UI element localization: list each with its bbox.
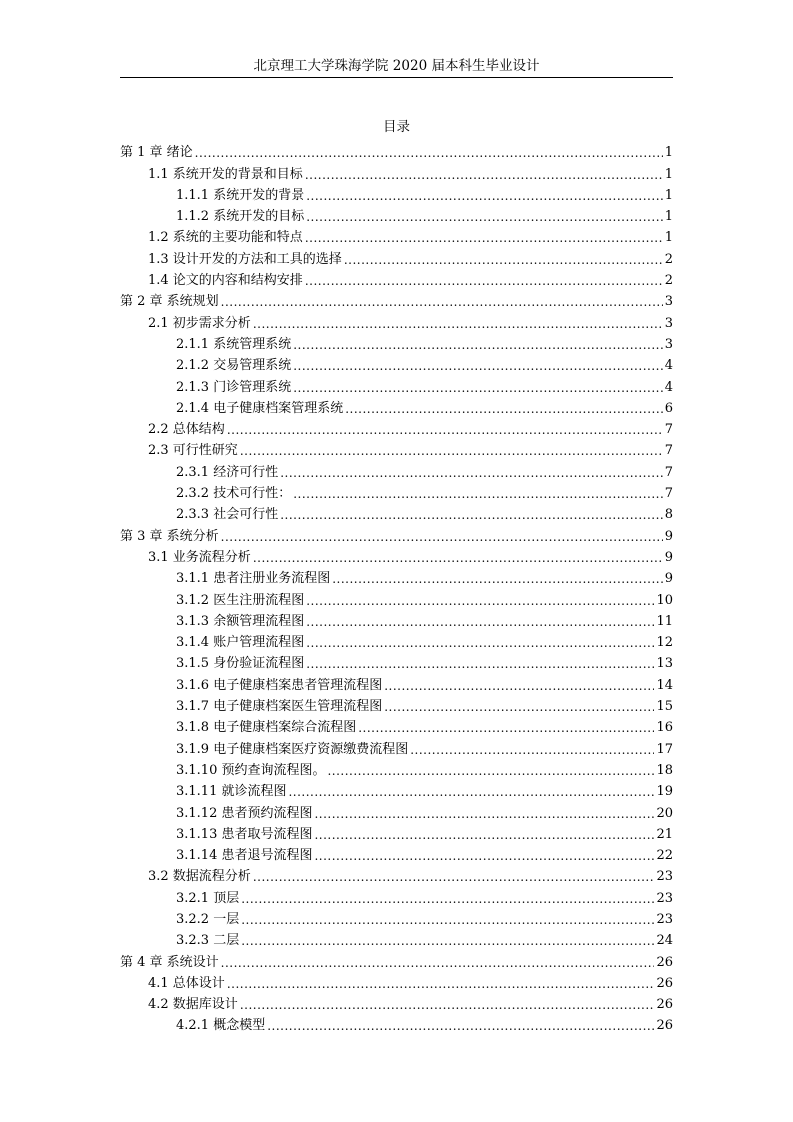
- toc-entry-label: 3.1.12 患者预约流程图: [176, 805, 313, 821]
- toc-entry[interactable]: [120, 864, 673, 885]
- toc-entry-label: 3.1.11 就诊流程图: [176, 784, 287, 800]
- toc-dot-leader: [410, 742, 654, 758]
- toc-dot-leader: [306, 209, 663, 225]
- toc-entry-label: 3.2.2 一层: [176, 911, 240, 927]
- toc-entry[interactable]: [120, 268, 673, 289]
- toc-entry-page-number: 15: [656, 699, 673, 715]
- toc-entry-label: 3.1.6 电子健康档案患者管理流程图: [176, 677, 383, 693]
- toc-entry-page-number: 26: [656, 954, 673, 970]
- toc-title: 目录: [383, 119, 410, 135]
- header-divider: [120, 77, 673, 78]
- toc-entry[interactable]: [120, 587, 673, 608]
- toc-entry-label: 3.2.1 顶层: [176, 890, 240, 906]
- toc-entry-label: 3.1.4 账户管理流程图: [176, 635, 305, 651]
- toc-dot-leader: [314, 827, 654, 843]
- toc-entry-label: 3.1.7 电子健康档案医生管理流程图: [176, 699, 383, 715]
- toc-entry-label: 第 2 章 系统规划: [120, 294, 219, 310]
- toc-entry-label: 2.3.1 经济可行性: [176, 464, 279, 480]
- toc-entry-page-number: 1: [664, 230, 673, 246]
- toc-dot-leader: [280, 465, 663, 481]
- toc-dot-leader: [305, 273, 663, 289]
- toc-entry-label: 3.1.13 患者取号流程图: [176, 826, 313, 842]
- toc-entry[interactable]: [120, 353, 673, 374]
- toc-entry[interactable]: [120, 396, 673, 417]
- toc-entry[interactable]: [120, 566, 673, 587]
- toc-entry-label: 1.3 设计开发的方法和工具的选择: [148, 251, 342, 267]
- toc-entry-page-number: 1: [664, 145, 673, 161]
- table-of-contents: [120, 140, 673, 1034]
- toc-entry-label: 3.2 数据流程分析: [148, 869, 251, 885]
- toc-entry[interactable]: [120, 609, 673, 630]
- toc-entry-label: 2.3.3 社会可行性: [176, 507, 279, 523]
- toc-entry-page-number: 1: [664, 187, 673, 203]
- toc-entry-label: 第 1 章 绪论: [120, 145, 193, 161]
- toc-entry-label: 3.2.3 二层: [176, 933, 240, 949]
- toc-entry-page-number: 18: [656, 762, 673, 778]
- toc-entry-page-number: 16: [656, 720, 673, 736]
- toc-entry-label: 4.2.1 概念模型: [176, 1018, 266, 1034]
- toc-entry[interactable]: [120, 502, 673, 523]
- toc-dot-leader: [306, 188, 663, 204]
- toc-entry-label: 3.1 业务流程分析: [148, 549, 251, 565]
- toc-entry-label: 2.1.1 系统管理系统: [176, 336, 292, 352]
- toc-dot-leader: [384, 678, 654, 694]
- toc-entry-page-number: 17: [656, 741, 673, 757]
- toc-entry-page-number: 6: [664, 400, 673, 416]
- toc-dot-leader: [280, 507, 663, 523]
- toc-entry[interactable]: [120, 310, 673, 331]
- toc-entry-label: 3.1.14 患者退号流程图: [176, 848, 313, 864]
- toc-entry[interactable]: [120, 651, 673, 672]
- toc-entry[interactable]: [120, 758, 673, 779]
- toc-dot-leader: [293, 486, 663, 502]
- toc-dot-leader: [240, 443, 663, 459]
- toc-entry-page-number: 4: [664, 358, 673, 374]
- toc-dot-leader: [288, 784, 654, 800]
- toc-entry-page-number: 8: [664, 507, 673, 523]
- toc-dot-leader: [195, 145, 663, 161]
- toc-dot-leader: [332, 571, 663, 587]
- toc-entry-page-number: 9: [664, 549, 673, 565]
- toc-entry-page-number: 7: [664, 464, 673, 480]
- toc-entry[interactable]: [120, 800, 673, 821]
- toc-dot-leader: [241, 933, 654, 949]
- toc-dot-leader: [227, 422, 663, 438]
- toc-dot-leader: [241, 912, 654, 928]
- toc-entry[interactable]: [120, 1013, 673, 1034]
- toc-entry[interactable]: [120, 140, 673, 161]
- toc-entry-page-number: 1: [664, 209, 673, 225]
- toc-entry[interactable]: [120, 843, 673, 864]
- toc-entry-label: 3.1.1 患者注册业务流程图: [176, 571, 331, 587]
- toc-entry-label: 4.2 数据库设计: [148, 997, 238, 1013]
- toc-entry-label: 2.1.3 门诊管理系统: [176, 379, 292, 395]
- toc-entry-label: 第 4 章 系统设计: [120, 954, 219, 970]
- toc-dot-leader: [267, 1018, 654, 1034]
- toc-entry[interactable]: [120, 779, 673, 800]
- toc-entry-page-number: 19: [656, 784, 673, 800]
- toc-entry-page-number: 23: [656, 869, 673, 885]
- toc-dot-leader: [345, 401, 663, 417]
- toc-entry-page-number: 3: [664, 336, 673, 352]
- toc-entry-label: 2.1 初步需求分析: [148, 315, 251, 331]
- toc-entry-page-number: 11: [656, 613, 673, 629]
- toc-entry[interactable]: [120, 459, 673, 480]
- toc-entry[interactable]: [120, 907, 673, 928]
- toc-entry[interactable]: [120, 694, 673, 715]
- toc-entry-label: 1.1 系统开发的背景和目标: [148, 166, 303, 182]
- toc-entry-label: 3.1.8 电子健康档案综合流程图: [176, 720, 357, 736]
- toc-dot-leader: [221, 955, 655, 971]
- toc-entry-label: 2.2 总体结构: [148, 422, 225, 438]
- toc-entry-page-number: 3: [664, 315, 673, 331]
- toc-entry[interactable]: [120, 204, 673, 225]
- toc-entry[interactable]: [120, 225, 673, 246]
- toc-entry[interactable]: [120, 438, 673, 459]
- toc-dot-leader: [227, 976, 655, 992]
- toc-entry[interactable]: [120, 928, 673, 949]
- toc-entry-page-number: 26: [656, 975, 673, 991]
- toc-dot-leader: [358, 720, 654, 736]
- toc-dot-leader: [240, 997, 655, 1013]
- toc-dot-leader: [293, 380, 663, 396]
- toc-entry-page-number: 7: [664, 486, 673, 502]
- toc-entry[interactable]: [120, 523, 673, 544]
- toc-entry-label: 1.1.2 系统开发的目标: [176, 209, 305, 225]
- toc-entry[interactable]: [120, 289, 673, 310]
- toc-dot-leader: [293, 358, 663, 374]
- toc-entry-label: 3.1.9 电子健康档案医疗资源缴费流程图: [176, 741, 409, 757]
- toc-entry-page-number: 14: [656, 677, 673, 693]
- toc-dot-leader: [305, 167, 663, 183]
- toc-entry-page-number: 13: [656, 656, 673, 672]
- toc-entry-page-number: 3: [664, 294, 673, 310]
- toc-dot-leader: [327, 763, 654, 779]
- toc-entry-page-number: 1: [664, 166, 673, 182]
- toc-dot-leader: [384, 699, 654, 715]
- toc-entry[interactable]: [120, 822, 673, 843]
- toc-dot-leader: [306, 656, 654, 672]
- toc-entry[interactable]: [120, 417, 673, 438]
- toc-entry[interactable]: [120, 949, 673, 970]
- toc-entry-page-number: 9: [664, 528, 673, 544]
- toc-entry[interactable]: [120, 630, 673, 651]
- toc-entry-page-number: 23: [656, 890, 673, 906]
- toc-dot-leader: [221, 529, 663, 545]
- toc-dot-leader: [253, 316, 663, 332]
- toc-entry[interactable]: [120, 715, 673, 736]
- toc-entry-label: 4.1 总体设计: [148, 975, 225, 991]
- toc-entry[interactable]: [120, 971, 673, 992]
- toc-entry[interactable]: [120, 992, 673, 1013]
- toc-entry-label: 3.1.3 余额管理流程图: [176, 613, 305, 629]
- toc-entry[interactable]: [120, 374, 673, 395]
- toc-entry-label: 2.1.2 交易管理系统: [176, 358, 292, 374]
- toc-dot-leader: [344, 252, 663, 268]
- toc-entry[interactable]: [120, 672, 673, 693]
- toc-entry-label: 1.2 系统的主要功能和特点: [148, 230, 303, 246]
- toc-entry-label: 3.1.2 医生注册流程图: [176, 592, 305, 608]
- toc-entry-page-number: 7: [664, 422, 673, 438]
- toc-entry-page-number: 12: [656, 635, 673, 651]
- page-header: 北京理工大学珠海学院 2020 届本科生毕业设计: [253, 58, 540, 74]
- toc-entry-label: 3.1.5 身份验证流程图: [176, 656, 305, 672]
- toc-dot-leader: [253, 869, 655, 885]
- toc-dot-leader: [253, 550, 663, 566]
- toc-entry-page-number: 7: [664, 443, 673, 459]
- toc-entry[interactable]: [120, 736, 673, 757]
- toc-dot-leader: [241, 891, 654, 907]
- toc-entry-label: 2.3 可行性研究: [148, 443, 238, 459]
- toc-dot-leader: [293, 337, 663, 353]
- toc-entry[interactable]: [120, 481, 673, 502]
- toc-entry[interactable]: [120, 246, 673, 267]
- toc-entry-page-number: 23: [656, 911, 673, 927]
- toc-entry-label: 3.1.10 预约查询流程图。: [176, 762, 326, 778]
- toc-entry-page-number: 21: [656, 826, 673, 842]
- toc-dot-leader: [306, 614, 654, 630]
- toc-entry[interactable]: [120, 545, 673, 566]
- toc-entry-label: 2.3.2 技术可行性：: [176, 486, 292, 502]
- toc-entry-page-number: 20: [656, 805, 673, 821]
- toc-entry[interactable]: [120, 332, 673, 353]
- toc-entry-page-number: 2: [664, 273, 673, 289]
- toc-entry-label: 1.4 论文的内容和结构安排: [148, 273, 303, 289]
- toc-entry-page-number: 2: [664, 251, 673, 267]
- toc-dot-leader: [305, 230, 663, 246]
- toc-entry[interactable]: [120, 161, 673, 182]
- toc-entry[interactable]: [120, 183, 673, 204]
- toc-entry-page-number: 24: [656, 933, 673, 949]
- toc-entry-label: 1.1.1 系统开发的背景: [176, 187, 305, 203]
- toc-dot-leader: [306, 635, 654, 651]
- toc-dot-leader: [306, 593, 654, 609]
- toc-entry-page-number: 26: [656, 1018, 673, 1034]
- toc-entry-page-number: 9: [664, 571, 673, 587]
- toc-entry-label: 2.1.4 电子健康档案管理系统: [176, 400, 344, 416]
- toc-entry-page-number: 4: [664, 379, 673, 395]
- toc-entry-page-number: 10: [656, 592, 673, 608]
- toc-entry-page-number: 22: [656, 848, 673, 864]
- toc-entry[interactable]: [120, 885, 673, 906]
- toc-dot-leader: [314, 806, 654, 822]
- toc-dot-leader: [314, 848, 654, 864]
- toc-entry-label: 第 3 章 系统分析: [120, 528, 219, 544]
- toc-entry-page-number: 26: [656, 997, 673, 1013]
- toc-dot-leader: [221, 294, 663, 310]
